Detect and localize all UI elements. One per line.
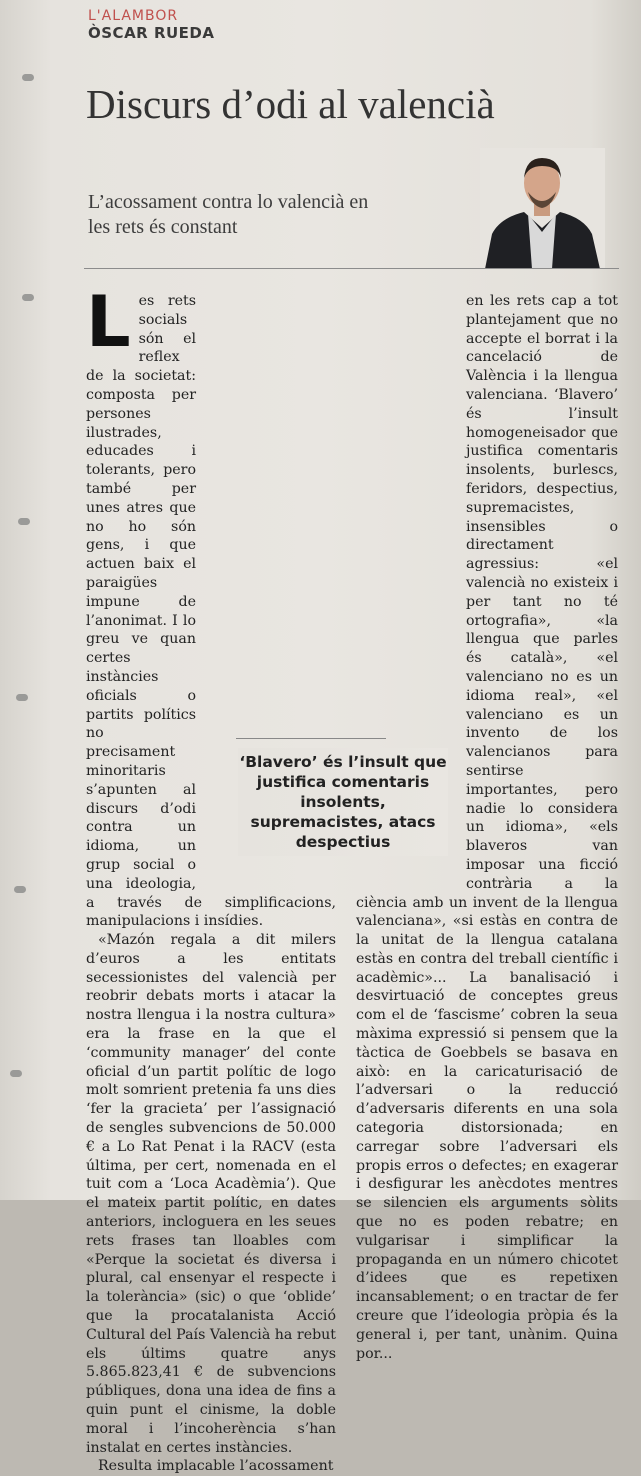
binder-hole xyxy=(10,1070,22,1077)
pullquote-rule xyxy=(236,738,386,739)
drop-cap: L xyxy=(86,281,131,363)
author-photo xyxy=(480,148,605,269)
paragraph: Les rets socials són el reflex de la societat: composta per persones ilustrades, educades i tolerants, pero també per unes atres que no ho són gens, i que actuen baix el paraigües impune de l’anonimat. I lo greu ve quan certes instàncies oficials o partits polítics no precisament minoritaris s’apunten al discurs d’odi contra un idioma, un grup social o una ideologia, a través de simplificacions, manipulacions i insídies. xyxy=(86,281,336,930)
article-title: Discurs d’odi al valencià xyxy=(86,81,495,127)
section-label: L'ALAMBOR xyxy=(88,8,179,24)
paragraph: «Mazón regala a dit milers d’euros a les entitats secessionistes del valencià per reobrir debats morts i atacar la nostra llengua i la nostra cultura» era la frase en la que el ‘community manager’ del conte oficial d’un partit polític de logo molt somrient pretenia fa uns dies ‘fer la gracieta’ per l’assignació de sengles subvencions de 50.000 € a Lo Rat Penat i la RACV (esta última, per cert, nomenada en el tuit com a ‘Loca Acadèmia’). Que el mateix partit polític, en dates anteriors, incloguera en les seues rets frases tan lloables com «Perque la societat és diversa i plural, cal ensenyar el respecte i la tolerància» (sic) o que ‘oblide’ que la procatalanista Acció Cultural del País Valencià ha rebut els últims quatre anys 5.865.823,41 € de subvencions públiques, dona una idea de fins a quin punt el cinisme, la doble moral i l’incoherència s’han instalat en certes instàncies. xyxy=(86,932,337,1456)
article-column-1 xyxy=(86,281,337,1476)
binder-hole xyxy=(22,294,34,301)
binder-hole xyxy=(16,694,28,701)
author-name: ÒSCAR RUEDA xyxy=(88,24,215,42)
paragraph: Resulta implacable l’acossament xyxy=(98,1458,334,1475)
header-divider xyxy=(84,268,619,269)
paragraph: en les rets cap a tot plantejament que no accepte el borrat i la cancelació de València i la llengua valenciana. ‘Blavero’ és l’insult homogeneisador que justifica comentaris insolents, burlescs, feridors, despectius, supremacistes, insensibles o directament agressius: «el valencià no existeix i per tant no té ortografia», «la llengua que parles és català», «el valenciano no es un idioma real», «el valenciano es un invento de los valencianos para sentirse importantes, pero nadie lo considera un idioma», «els blaveros van imposar una ficció contrària a la ciència amb un invent de la llengua valenciana», «si estàs en contra de la unitat de la llengua catalana estàs en contra del treball científic i acadèmic»... La banalisació i desvirtuació de conceptes greus com el de ‘fascisme’ cobren la seua màxima expressió si pensem que la tàctica de Goebbels se basava en això: en la caricaturisació de l’adversari o la reducció d’adversaris diferents en una sola categoria distorsionada; en carregar sobre l’adversari els propis erros o defectes; en exagerar i desfigurar les anècdotes mentres se silencien els arguments sòlits que no es poden rebatre; en vulgarisar i simplificar la propaganda en un número chicotet d’idees que es repetixen incansablement; o en tractar de fer creure que l’ideologia pròpia és la general i, per tant, unànim. Quina por... xyxy=(356,293,618,1362)
binder-hole xyxy=(14,886,26,893)
author-portrait-icon xyxy=(480,148,605,269)
pull-quote: ‘Blavero’ és l’insult que justifica comentaris insolents, supremacistes, atacs despectius xyxy=(238,748,448,856)
binder-hole xyxy=(22,74,34,81)
binder-hole xyxy=(18,518,30,525)
article-subtitle: L’acossament contra lo valencià en les rets és constant xyxy=(88,191,369,238)
